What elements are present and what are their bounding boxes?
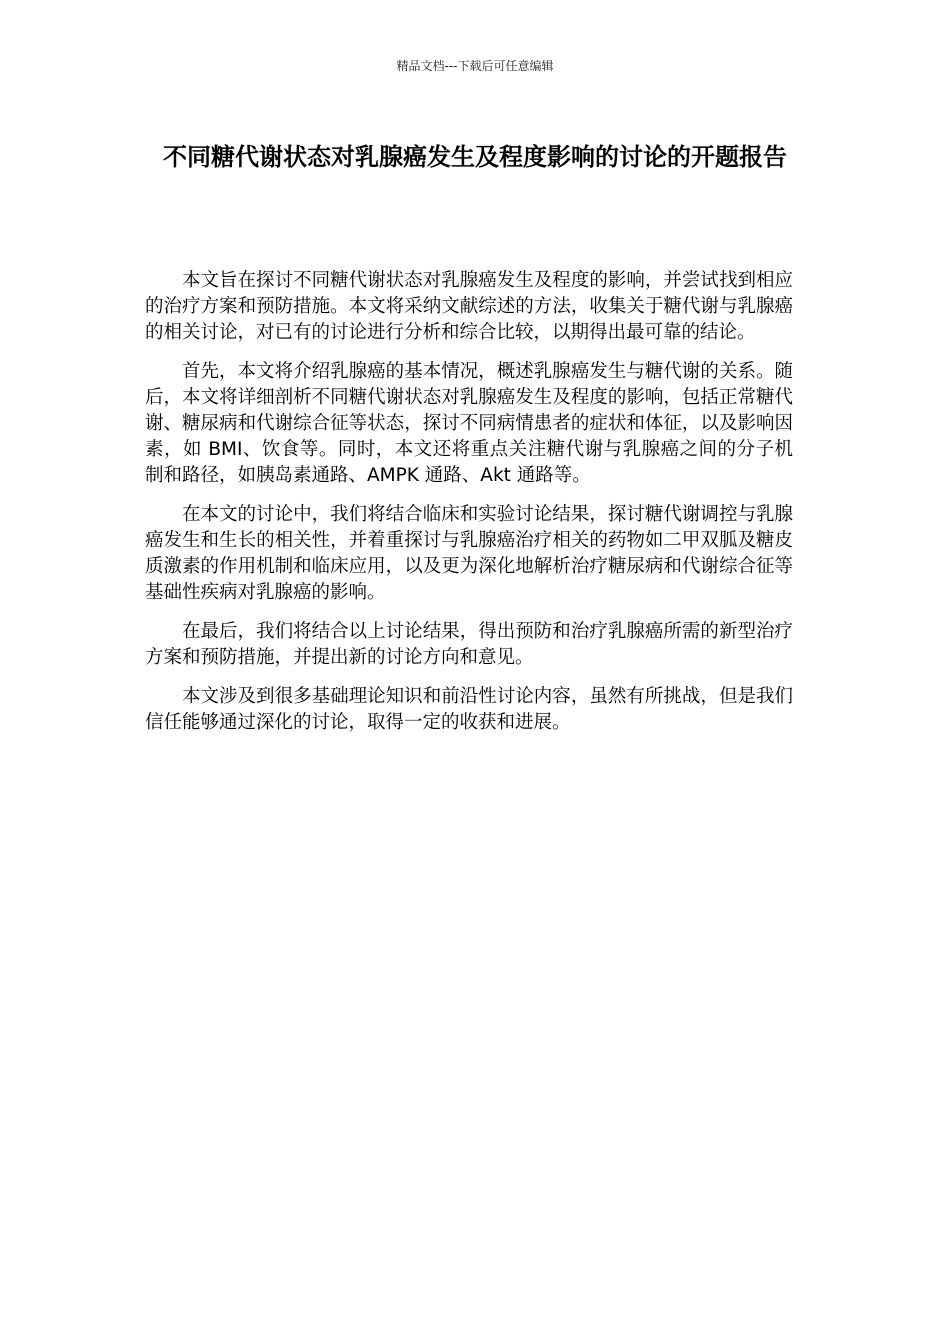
body-paragraph-1: 本文旨在探讨不同糖代谢状态对乳腺癌发生及程度的影响，并尝试找到相应的治疗方案和预防措施。本文将采纳文献综述的方法，收集关于糖代谢与乳腺癌的相关讨论，对已有的讨论进行分析和综合比较，以期得出最可靠的结论。 xyxy=(145,270,793,343)
body-paragraph-5: 本文涉及到很多基础理论知识和前沿性讨论内容，虽然有所挑战，但是我们信任能够通过深化的讨论，取得一定的收获和进展。 xyxy=(145,686,793,733)
body-paragraph-3: 在本文的讨论中，我们将结合临床和实验讨论结果，探讨糖代谢调控与乳腺癌发生和生长的相关性，并着重探讨与乳腺癌治疗相关的药物如二甲双胍及糖皮质激素的作用机制和临床应用，以及更为深化地解析治疗糖尿病和代谢综合征等基础性疾病对乳腺癌的影响。 xyxy=(145,504,793,603)
document-title: 不同糖代谢状态对乳腺癌发生及程度影响的讨论的开题报告 xyxy=(163,143,787,171)
page-header-note: 精品文档---下载后可任意编辑 xyxy=(396,59,554,73)
body-paragraph-2: 首先，本文将介绍乳腺癌的基本情况，概述乳腺癌发生与糖代谢的关系。随后，本文将详细剖析不同糖代谢状态对乳腺癌发生及程度的影响，包括正常糖代谢、糖尿病和代谢综合征等状态，探讨不同病情患者的症状和体征，以及影响因素，如 BMI、饮食等。同时，本文还将重点关注糖代谢与乳腺癌之间的分子机制和路径，如胰岛素通路、AMPK 通路、Akt 通路等。 xyxy=(145,361,793,486)
body-paragraph-4: 在最后，我们将结合以上讨论结果，得出预防和治疗乳腺癌所需的新型治疗方案和预防措施，并提出新的讨论方向和意见。 xyxy=(145,621,793,668)
document-body xyxy=(145,268,793,749)
